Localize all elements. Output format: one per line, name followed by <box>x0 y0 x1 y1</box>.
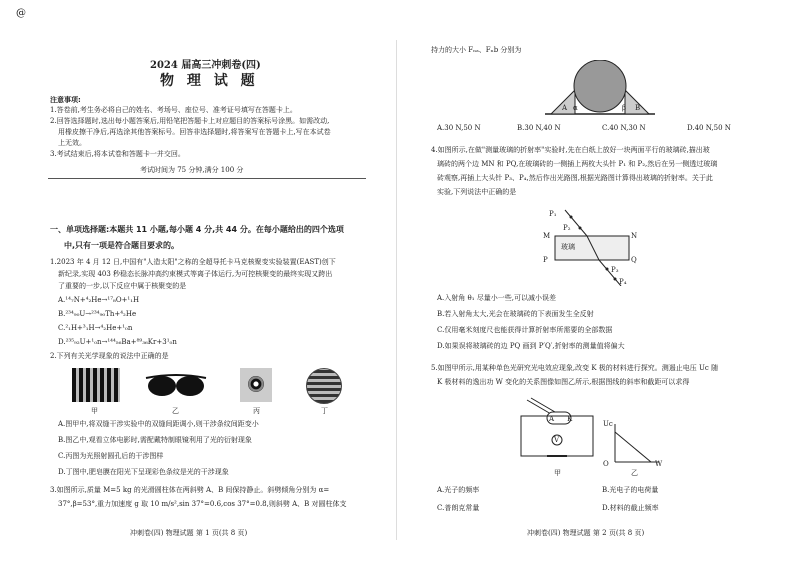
note-line: 1.答卷前,考生务必将自己的姓名、考场号、座位号、准考证号填写在答题卡上。 <box>50 106 297 114</box>
divider-line <box>48 178 366 179</box>
label-glass: 玻璃 <box>561 243 575 251</box>
label-wedge-a: A <box>562 104 568 112</box>
label-k-electrode: K <box>567 415 573 423</box>
q1-option-c: C.²₁H+³₁H→⁴₂He+¹₀n <box>58 324 133 332</box>
section-title: 一、单项选择题:本题共 11 小题,每小题 4 分,共 44 分。在每小题给出的四个选项 <box>50 225 344 234</box>
footer-right: 冲刺卷(四) 物理试题 第 2 页(共 8 页) <box>527 529 645 537</box>
caption-yi: 乙 <box>172 407 179 415</box>
q5-option-d: D.材料的截止频率 <box>602 504 659 512</box>
q3-option-b: B.30 N,40 N <box>517 124 561 132</box>
label-uc: Uc <box>603 420 613 428</box>
q5-option-a: A.光子的频率 <box>437 486 480 494</box>
q4-option-d: D.如果误将玻璃砖的边 PQ 画到 P′Q′,折射率的测量值将偏大 <box>437 342 625 350</box>
label-q: Q <box>631 256 637 264</box>
label-beta: β <box>622 104 627 112</box>
q1-option-b: B.²³⁴₉₀U→²³⁴₉₀Th+⁴₂He <box>58 310 137 318</box>
q3-option-a: A.30 N,50 N <box>437 124 481 132</box>
caption-ding: 丁 <box>321 407 328 415</box>
figure-bing-ring <box>248 376 264 392</box>
q1-line: 了重要的一步,以下反应中属于核聚变的是 <box>58 282 187 290</box>
caption-q5-jia: 甲 <box>554 469 561 477</box>
q1-line: 新纪录,实现 403 秒稳态长脉冲高约束模式等离子体运行,为可控核聚变的最终实现又跨出 <box>58 270 333 278</box>
label-p3: P₃ <box>611 266 619 274</box>
label-voltmeter: V <box>554 436 560 444</box>
q5-option-b: B.光电子的电荷量 <box>602 486 659 494</box>
q4-option-b: B.若入射角太大,光会在玻璃砖的下表面发生全反射 <box>437 310 594 318</box>
label-p: P <box>543 256 548 264</box>
q4-option-a: A.入射角 θ₁ 尽量小一些,可以减小误差 <box>437 294 556 302</box>
q2-option-b: B.图乙中,观看立体电影时,需配戴特制眼镜利用了光的衍射现象 <box>58 436 252 444</box>
q1-option-d: D.²³⁵₉₂U+¹₀n→¹⁴⁴₅₆Ba+⁸⁹₃₆Kr+3¹₀n <box>58 338 177 346</box>
q2-option-d: D.丁图中,肥皂膜在阳光下呈现彩色条纹是光的干涉现象 <box>58 468 229 476</box>
q3-cont: 持力的大小 Fₙₐ、Fₙb 分别为 <box>431 46 522 54</box>
q4-line: 砖观察,再插上大头针 P₃、P₄,然后作出光路图,根据光路图计算得出玻璃的折射率。关于此 <box>437 174 713 182</box>
page-right <box>397 0 794 562</box>
label-wedge-b: B <box>635 104 641 112</box>
figure-ding-soap-film <box>306 368 342 404</box>
q4-line: 4.如图所示,在做"测量玻璃的折射率"实验时,先在白纸上放好一块两面平行的玻璃砖,描出玻 <box>431 146 710 154</box>
label-p1: P₁ <box>549 210 557 218</box>
q5-option-c: C.普朗克常量 <box>437 504 480 512</box>
label-m: M <box>543 232 551 240</box>
figure-q5-circuit <box>517 396 597 464</box>
q1-line: 1.2023 年 4 月 12 日,中国有"人造太阳"之称的全超导托卡马克核聚变实验装置(EAST)创下 <box>50 258 336 266</box>
notes-title: 注意事项: <box>50 96 81 104</box>
q3-line: 3.如图所示,质量 M=5 kg 的光滑圆柱体在两斜劈 A、B 间保持静止。斜劈倾角分别为 α= <box>50 486 330 494</box>
q5-line: 5.如图甲所示,用某种单色光研究光电效应现象,改变 K 极的材料进行探究。测遏止电压 Uc 随 <box>431 364 719 372</box>
q2-stem: 2.下列有关光学现象的说法中正确的是 <box>50 352 169 360</box>
label-n: N <box>631 232 638 240</box>
exam-info: 考试时间为 75 分钟,满分 100 分 <box>140 166 244 174</box>
label-alpha: α <box>573 104 578 112</box>
corner-mark: @ <box>16 8 26 19</box>
figure-yi-glasses <box>144 372 208 400</box>
label-origin: O <box>603 460 609 468</box>
q3-line: 37°,β=53°,重力加速度 g 取 10 m/s²,sin 37°=0.6,cos 37°=0.8,则斜劈 A、B 对圆柱体支 <box>58 500 347 508</box>
exam-header-title: 2024 届高三冲刺卷(四) <box>150 60 261 71</box>
note-line: 2.回答选择题时,选出每小题答案后,用铅笔把答题卡上对应题目的答案标号涂黑。如需改动, <box>50 117 330 125</box>
q2-option-c: C.丙图为光照射圆孔后的干涉图样 <box>58 452 164 460</box>
caption-q5-yi: 乙 <box>631 469 638 477</box>
subject-title: 物 理 试 题 <box>160 73 259 89</box>
label-w: W <box>655 460 663 468</box>
label-a-electrode: A <box>549 415 555 423</box>
figure-q5-graph <box>611 422 661 466</box>
q5-line: K 极材料的逸出功 W 变化的关系图像如图乙所示,根据图线的斜率和截距可以求得 <box>437 378 690 386</box>
q3-option-c: C.40 N,30 N <box>602 124 646 132</box>
section-title-cont: 中,只有一项是符合题目要求的。 <box>64 241 180 250</box>
note-line: 用橡皮擦干净后,再选涂其他答案标号。回答非选择题时,将答案写在答题卡上,写在本试卷 <box>58 128 331 136</box>
footer-left: 冲刺卷(四) 物理试题 第 1 页(共 8 页) <box>130 529 248 537</box>
caption-bing: 丙 <box>253 407 260 415</box>
note-line: 上无效。 <box>58 139 86 147</box>
q3-option-d: D.40 N,50 N <box>687 124 731 132</box>
label-p2: P₂ <box>563 224 571 232</box>
q2-option-a: A.图甲中,将双缝干涉实验中的双缝间距调小,则干涉条纹间距变小 <box>58 420 259 428</box>
note-line: 3.考试结束后,将本试卷和答题卡一并交回。 <box>50 150 185 158</box>
q4-line: 实验,下列说法中正确的是 <box>437 188 517 196</box>
q4-line: 璃砖的两个边 MN 和 PQ,在玻璃砖的一侧插上两枚大头针 P₁ 和 P₂,然后在另一侧透过玻璃 <box>437 160 718 168</box>
q4-option-c: C.仅用毫米刻度尺也能获得计算折射率所需要的全部数据 <box>437 326 613 334</box>
label-p4: P₄ <box>619 278 627 286</box>
figure-jia-fringes <box>72 368 120 402</box>
caption-jia: 甲 <box>91 407 98 415</box>
q1-option-a: A.¹⁴₇N+⁴₂He→¹⁷₈O+¹₁H <box>58 296 140 304</box>
